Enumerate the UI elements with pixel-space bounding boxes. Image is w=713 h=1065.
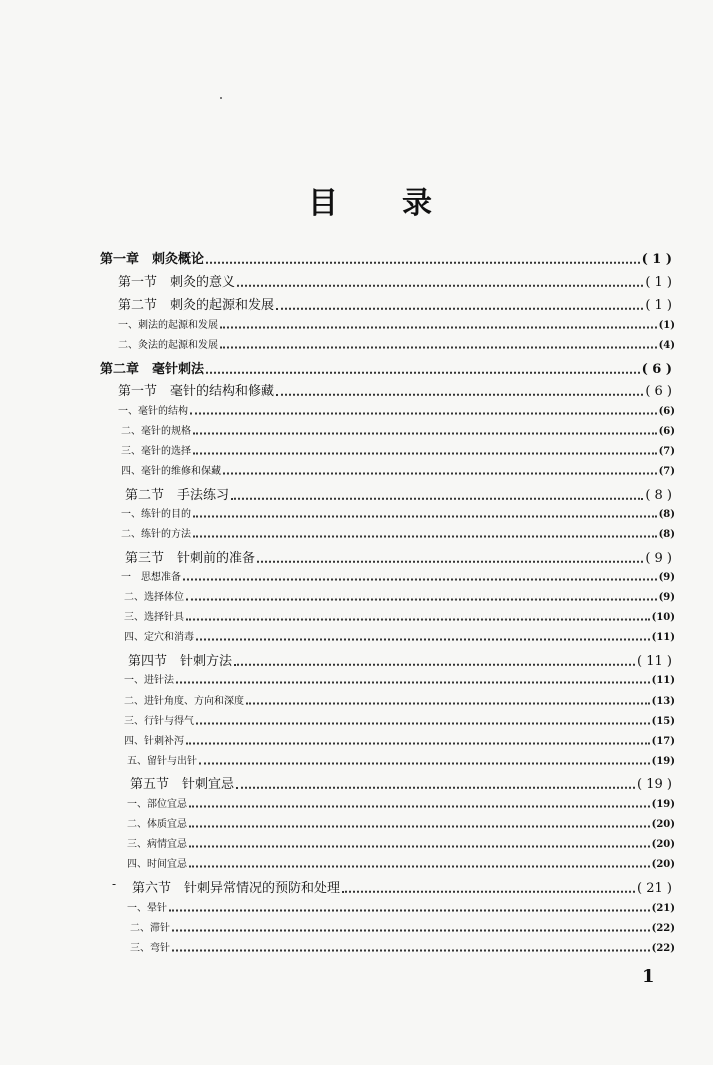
toc-entry-page: (20) <box>651 819 675 830</box>
toc-entry-label: 一 思想准备 <box>121 572 181 583</box>
dot-leader <box>189 860 650 868</box>
dot-leader <box>257 554 643 563</box>
toc-entry-label: 三、毫针的选择 <box>121 446 191 457</box>
toc-entry-label: 四、定穴和消毒 <box>124 632 194 643</box>
toc-entry-label: 五、留针与出针 <box>127 756 197 767</box>
toc-entry-page: (8) <box>658 509 675 520</box>
toc-entry-label: 三、选择针具 <box>124 612 184 623</box>
toc-item-entry <box>118 336 675 351</box>
toc-entry-page: ( 9 ) <box>645 551 672 566</box>
toc-entry-label: 第六节 针刺异常情况的预防和处理 <box>132 881 341 896</box>
toc-item-entry <box>124 671 675 686</box>
dot-leader <box>236 780 635 789</box>
toc-entry-page: ( 1 ) <box>641 252 672 267</box>
dot-leader <box>220 321 657 329</box>
toc-entry-page: ( 1 ) <box>645 275 672 290</box>
toc-item-entry <box>121 568 675 583</box>
dot-leader <box>206 255 640 264</box>
dot-leader <box>231 491 643 500</box>
dot-leader <box>220 341 657 349</box>
toc-item-entry <box>121 462 675 477</box>
toc-entry-page: (9) <box>658 572 675 583</box>
toc-item-entry <box>127 795 675 810</box>
toc-entry-label: 第二节 手法练习 <box>125 488 230 503</box>
dot-leader <box>172 944 650 952</box>
dot-leader <box>176 676 650 684</box>
toc-entry-label: 四、毫针的维修和保藏 <box>121 466 221 477</box>
toc-item-entry <box>127 815 675 830</box>
dot-leader <box>237 278 643 287</box>
toc-entry-page: (19) <box>651 756 675 767</box>
toc-entry-page: (4) <box>658 340 675 351</box>
toc-item-entry <box>127 899 675 914</box>
toc-entry-label: 一、练针的目的 <box>121 509 191 520</box>
toc-item-entry <box>130 919 675 934</box>
toc-section-entry <box>132 877 672 896</box>
toc-section-entry <box>128 650 672 669</box>
toc-entry-page: (21) <box>651 903 675 914</box>
toc-item-entry <box>124 732 675 747</box>
title-char-1: 目 <box>308 186 342 221</box>
toc-item-entry <box>130 939 675 954</box>
toc-entry-page: (1) <box>658 320 675 331</box>
toc-entry-label: 第一节 毫针的结构和修藏 <box>118 384 275 399</box>
dot-leader <box>186 737 650 745</box>
dot-leader <box>172 924 650 932</box>
toc-entry-label: 一、刺法的起源和发展 <box>118 320 218 331</box>
dot-leader <box>276 301 643 310</box>
dot-leader <box>190 407 657 415</box>
dot-leader <box>223 467 657 475</box>
title-char-2: 录 <box>402 186 436 221</box>
dot-leader <box>342 884 635 893</box>
toc-item-entry <box>124 628 675 643</box>
toc-entry-page: ( 11 ) <box>637 654 672 669</box>
dot-leader <box>193 530 657 538</box>
dot-leader <box>189 840 650 848</box>
dot-leader <box>246 697 650 705</box>
toc-entry-page: ( 6 ) <box>641 362 672 377</box>
toc-item-entry <box>124 588 675 603</box>
toc-entry-page: (7) <box>658 446 675 457</box>
toc-entry-page: ( 19 ) <box>637 777 672 792</box>
toc-section-entry <box>118 271 672 290</box>
dot-leader <box>196 717 650 725</box>
toc-entry-page: ( 8 ) <box>645 488 672 503</box>
toc-entry-label: 二、滞针 <box>130 923 170 934</box>
toc-item-entry <box>118 316 675 331</box>
toc-item-entry <box>121 505 675 520</box>
margin-mark: - <box>112 877 117 891</box>
toc-entry-page: (17) <box>651 736 675 747</box>
toc-section-entry <box>118 294 672 313</box>
dot-leader <box>189 820 650 828</box>
toc-item-entry <box>127 835 675 850</box>
toc-entry-label: 三、病情宜忌 <box>127 839 187 850</box>
toc-entry-label: 二、灸法的起源和发展 <box>118 340 218 351</box>
dot-leader <box>169 904 650 912</box>
toc-item-entry <box>124 692 675 707</box>
dot-leader <box>186 593 657 601</box>
toc-section-entry <box>130 773 672 792</box>
toc-entry-page: (6) <box>658 426 675 437</box>
speck <box>220 97 222 99</box>
toc-entry-page: ( 21 ) <box>637 881 672 896</box>
toc-entry-page: (22) <box>651 943 675 954</box>
toc-entry-label: 二、体质宜忌 <box>127 819 187 830</box>
toc-entry-page: (20) <box>651 839 675 850</box>
toc-entry-page: (7) <box>658 466 675 477</box>
toc-item-entry <box>121 422 675 437</box>
toc-entry-label: 第五节 针刺宜忌 <box>130 777 235 792</box>
toc-entry-label: 二、选择体位 <box>124 592 184 603</box>
toc-entry-label: 一、晕针 <box>127 903 167 914</box>
dot-leader <box>183 573 657 581</box>
toc-entry-page: (8) <box>658 529 675 540</box>
toc-item-entry <box>124 608 675 623</box>
toc-entry-label: 三、行针与得气 <box>124 716 194 727</box>
toc-entry-page: (6) <box>658 406 675 417</box>
toc-section-entry <box>125 547 672 566</box>
toc-entry-page: (22) <box>651 923 675 934</box>
page-number: 1 <box>642 966 655 987</box>
toc-entry-page: (11) <box>651 675 675 686</box>
toc-entry-page: ( 6 ) <box>645 384 672 399</box>
toc-entry-page: (20) <box>651 859 675 870</box>
toc-entry-page: ( 1 ) <box>645 298 672 313</box>
toc-item-entry <box>124 712 675 727</box>
dot-leader <box>234 657 635 666</box>
dot-leader <box>206 365 640 374</box>
toc-item-entry <box>118 402 675 417</box>
toc-entry-page: (19) <box>651 799 675 810</box>
toc-entry-label: 二、毫针的规格 <box>121 426 191 437</box>
toc-item-entry <box>127 752 675 767</box>
dot-leader <box>199 757 650 765</box>
toc-item-entry <box>121 442 675 457</box>
dot-leader <box>276 387 643 396</box>
toc-entry-page: (15) <box>651 716 675 727</box>
toc-entry-label: 四、时间宜忌 <box>127 859 187 870</box>
toc-entry-label: 一、毫针的结构 <box>118 406 188 417</box>
dot-leader <box>186 613 650 621</box>
toc-entry-label: 一、部位宜忌 <box>127 799 187 810</box>
toc-item-entry <box>127 855 675 870</box>
dot-leader <box>193 510 657 518</box>
toc-entry-label: 第一章 刺灸概论 <box>100 252 205 267</box>
toc-entry-page: (10) <box>651 612 675 623</box>
dot-leader <box>193 447 657 455</box>
toc-entry-label: 三、弯针 <box>130 943 170 954</box>
toc-entry-page: (9) <box>658 592 675 603</box>
toc-entry-label: 第四节 针刺方法 <box>128 654 233 669</box>
toc-section-entry <box>125 484 672 503</box>
dot-leader <box>193 427 657 435</box>
toc-entry-label: 第三节 针刺前的准备 <box>125 551 256 566</box>
toc-chapter-entry <box>100 248 672 267</box>
toc-chapter-entry <box>100 358 672 377</box>
dot-leader <box>189 800 650 808</box>
toc-entry-label: 第一节 刺灸的意义 <box>118 275 236 290</box>
toc-section-entry <box>118 380 672 399</box>
toc-entry-page: (13) <box>651 696 675 707</box>
toc-entry-page: (11) <box>651 632 675 643</box>
dot-leader <box>196 633 650 641</box>
toc-item-entry <box>121 525 675 540</box>
toc-entry-label: 一、进针法 <box>124 675 174 686</box>
toc-entry-label: 二、进针角度、方向和深度 <box>124 696 244 707</box>
toc-entry-label: 第二章 毫针刺法 <box>100 362 205 377</box>
toc-entry-label: 二、练针的方法 <box>121 529 191 540</box>
toc-entry-label: 第二节 刺灸的起源和发展 <box>118 298 275 313</box>
toc-entry-label: 四、针刺补泻 <box>124 736 184 747</box>
